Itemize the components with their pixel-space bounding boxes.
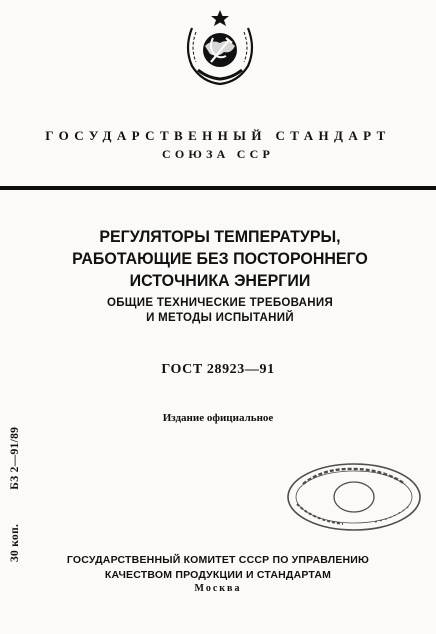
- publisher-line: КАЧЕСТВОМ ПРОДУКЦИИ И СТАНДАРТАМ: [104, 569, 332, 581]
- margin-imprint: [9, 393, 21, 562]
- document-title-line: РЕГУЛЯТОРЫ ТЕМПЕРАТУРЫ,: [99, 227, 341, 246]
- standard-title: ГОСУДАРСТВЕННЫЙ СТАНДАРТ: [45, 128, 391, 143]
- catalog-code: БЗ 2—91/89: [9, 426, 21, 490]
- document-title-line: ИСТОЧНИКА ЭНЕРГИИ: [129, 271, 311, 290]
- price-label: 30 коп.: [9, 523, 21, 562]
- publisher-committee: [0, 553, 436, 583]
- document-subtitle-line: ОБЩИЕ ТЕХНИЧЕСКИЕ ТРЕБОВАНИЯ: [106, 297, 334, 309]
- edition-label: Издание официальное: [162, 412, 274, 424]
- document-subtitle-line: И МЕТОДЫ ИСПЫТАНИЙ: [146, 312, 294, 324]
- publisher-line: ГОСУДАРСТВЕННЫЙ КОМИТЕТ СССР ПО УПРАВЛЕНИЮ: [66, 554, 370, 566]
- state-emblem-icon: [182, 8, 258, 86]
- library-stamp-icon: [283, 460, 425, 534]
- document-title: [32, 226, 408, 292]
- standard-union: СОЮЗА ССР: [162, 147, 274, 161]
- document-title-line: РАБОТАЮЩИЕ БЕЗ ПОСТОРОННЕГО: [72, 249, 368, 268]
- document-subtitle: [20, 296, 420, 326]
- publisher-city: Москва: [194, 583, 242, 594]
- standard-number: ГОСТ 28923—91: [161, 362, 275, 377]
- header-divider: [0, 186, 436, 190]
